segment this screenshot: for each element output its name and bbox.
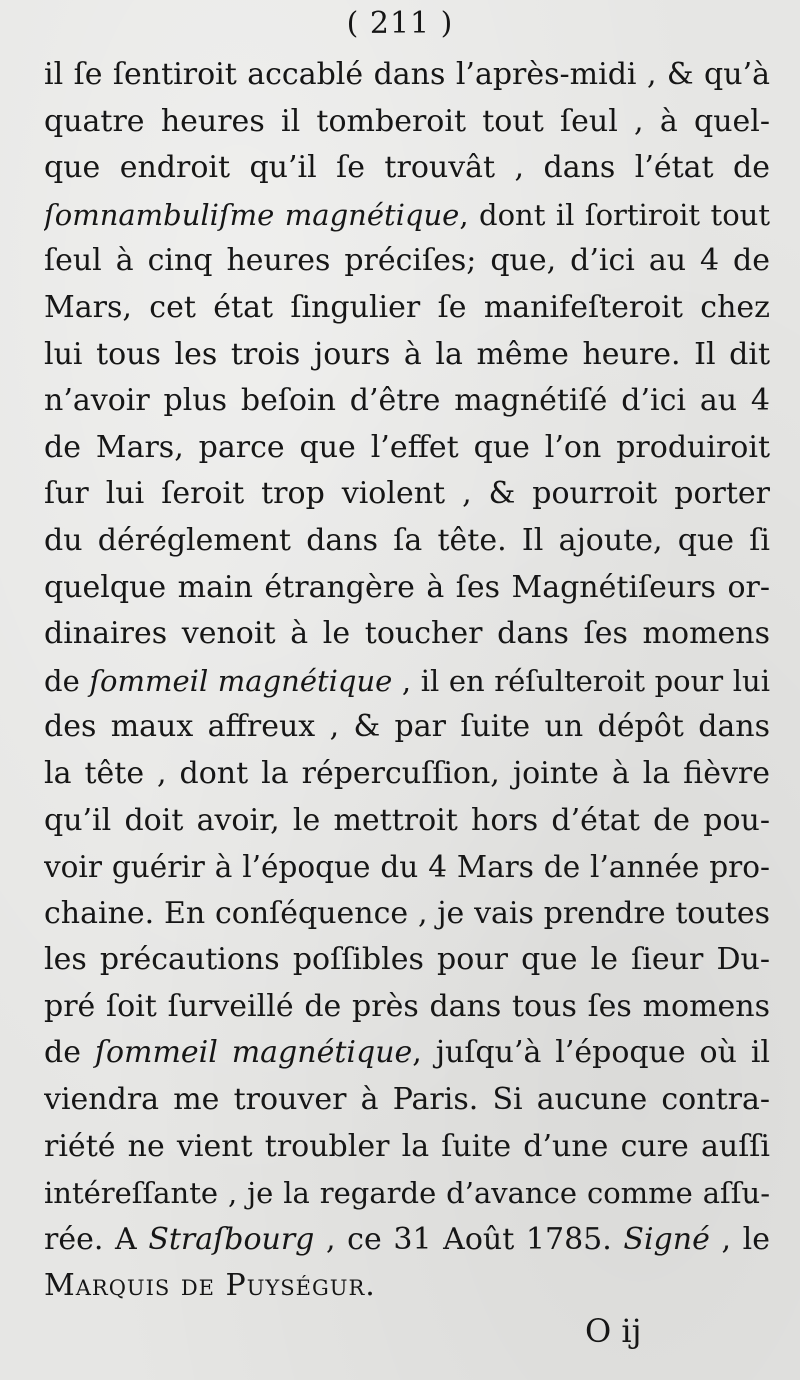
text-line (44, 1170, 770, 1217)
text-run: qu’il doit avoir, le mettroit hors d’état de pou- (44, 802, 770, 838)
signatory-name: Marquis de Puységur. (44, 1268, 376, 1304)
text-line (44, 99, 770, 146)
text-run: de (44, 1035, 95, 1071)
text-run: de (44, 663, 90, 698)
text-run: rée. A (44, 1221, 149, 1257)
text-line (44, 378, 770, 425)
italic-phrase: Signé (623, 1221, 710, 1257)
text-line (44, 1030, 770, 1077)
text-run: , dont il ſortiroit tout (459, 197, 770, 232)
text-run: , ce 31 Août 1785. (314, 1221, 624, 1257)
text-run: des maux affreux , & par ſuite un dépôt dans (44, 709, 770, 745)
text-run: voir guérir à l’époque du 4 Mars de l’année pro- (44, 850, 770, 885)
text-run: il ſe ſentiroit accablé dans l’après-midi , & qu’à (44, 57, 770, 92)
text-line (44, 751, 770, 798)
text-line (44, 844, 770, 891)
text-line (44, 192, 770, 239)
text-line (44, 425, 770, 472)
text-line (44, 471, 770, 518)
signature-mark: O ij (585, 1312, 642, 1350)
page-number: ( 211 ) (346, 6, 454, 41)
text-run: , juſqu’à l’époque où il (412, 1035, 770, 1071)
text-run: les précautions poſſibles pour que le ſieur Du- (44, 942, 770, 978)
text-run: que endroit qu’il ſe trouvât , dans l’état de (44, 150, 770, 186)
text-line (44, 658, 770, 705)
text-line (44, 1217, 770, 1264)
text-run: du déréglement dans ſa tête. Il ajoute, que ſi (44, 522, 770, 558)
text-run: , le (709, 1221, 770, 1257)
text-line (44, 984, 770, 1031)
text-run: intéreſſante , je la regarde d’avance comme aſſu- (44, 1176, 770, 1211)
text-run: pré ſoit ſurveillé de près dans tous ſes momens (44, 988, 770, 1024)
text-line (44, 1263, 770, 1310)
italic-phrase: ſommeil magnétique (94, 1035, 413, 1071)
text-run: viendra me trouver à Paris. Si aucune contra- (44, 1082, 770, 1118)
text-run: de Mars, parce que l’effet que l’on produiroit (44, 429, 770, 465)
text-line (44, 798, 770, 845)
text-run: lui tous les trois jours à la même heure. Il dit (44, 336, 770, 372)
text-line (44, 704, 770, 751)
text-line (44, 285, 770, 332)
text-line (44, 52, 770, 99)
text-run: n’avoir plus beſoin d’être magnétiſé d’ici au 4 (44, 383, 770, 419)
text-run: ſur lui ſeroit trop violent , & pourroit porter (44, 476, 770, 512)
text-line (44, 332, 770, 379)
text-run: Mars, cet état ſingulier ſe manifeſteroit chez (44, 289, 770, 325)
text-line (44, 891, 770, 938)
text-line (44, 1077, 770, 1124)
text-run: dinaires venoit à le toucher dans ſes momens (44, 616, 770, 652)
text-run: , il en réſulteroit pour lui (392, 663, 770, 698)
italic-phrase: Straſbourg (148, 1221, 315, 1257)
text-run: ſeul à cinq heures préciſes; que, d’ici au 4 de (44, 243, 770, 279)
text-line (44, 1124, 770, 1171)
text-line (44, 565, 770, 612)
text-line (44, 518, 770, 565)
text-line (44, 145, 770, 192)
text-line (44, 937, 770, 984)
body-text (44, 52, 770, 1310)
text-line (44, 611, 770, 658)
text-run: quelque main étrangère à ſes Magnétiſeurs or- (44, 569, 770, 605)
text-run: la tête , dont la répercuſſion, jointe à la fièvre (44, 755, 770, 791)
text-run: chaine. En conſéquence , je vais prendre toutes (44, 895, 770, 931)
italic-phrase: ſommeil magnétique (89, 663, 393, 698)
text-run: riété ne vient troubler la ſuite d’une cure auſſi (44, 1128, 770, 1164)
text-run: quatre heures il tomberoit tout ſeul , à quel- (44, 103, 770, 139)
text-line (44, 238, 770, 285)
italic-phrase: ſomnambuliſme magnétique (44, 197, 460, 232)
